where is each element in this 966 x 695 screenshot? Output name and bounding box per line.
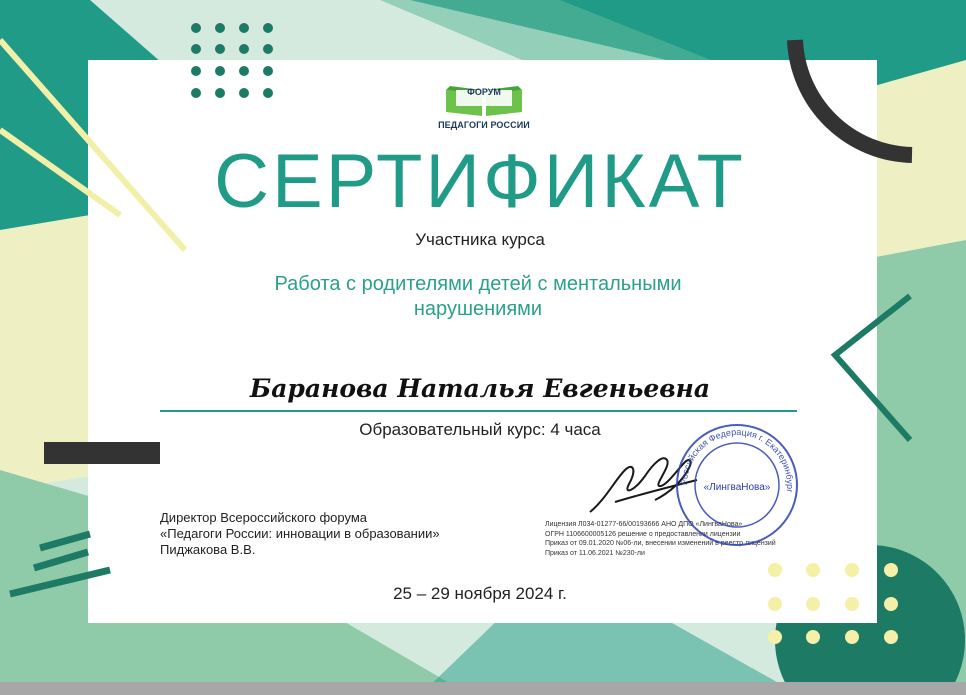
license-line2: ОГРН 1106600005126 решение о предоставлении лицензии: [545, 530, 741, 538]
stamp-center-text: «ЛингваНова»: [703, 482, 771, 493]
course-title-line1: Работа с родителями детей с ментальными: [274, 273, 682, 295]
participant-name: Баранова Наталья Евгеньевна: [249, 374, 711, 403]
logo-teachers-text: ПЕДАГОГИ РОССИИ: [438, 120, 530, 130]
forum-logo: [436, 80, 532, 138]
certificate-title: СЕРТИФИКАТ: [214, 139, 746, 224]
open-book-icon: [442, 80, 526, 120]
organization-stamp: [672, 420, 802, 550]
course-title-line2: нарушениями: [413, 298, 543, 320]
director-title: Директор Всероссийского форума: [160, 510, 368, 525]
dark-arc-top-right: [795, 40, 912, 155]
license-line1: Лицензия Л034-01277-66/00193666 АНО ДПО «ЛингваНова»: [545, 521, 743, 528]
dark-stripe-left: [44, 442, 160, 464]
director-forum: «Педагоги России: инновации в образовании»: [160, 526, 440, 541]
name-underline: [160, 410, 797, 412]
course-hours: Образовательный курс: 4 часа: [359, 420, 601, 439]
director-name: Пиджакова В.В.: [160, 542, 256, 557]
certificate-subtitle: Участника курса: [415, 230, 545, 249]
course-title: [200, 272, 756, 322]
stamp-ring-text: Российская Федерация г. Екатеринбург: [678, 426, 796, 494]
yellow-lines-top-left: [0, 40, 185, 250]
license-line3: Приказ от 09.01.2020 №06-ли, внесении изменений в реестр лицензий: [545, 540, 776, 547]
course-dates: 25 – 29 ноября 2024 г.: [393, 584, 567, 603]
green-chevron-right: [835, 296, 910, 440]
logo-forum-text: ФОРУМ: [467, 87, 501, 97]
license-line4: Приказ от 11.06.2021 №230-ли: [545, 549, 645, 557]
director-block: [160, 510, 540, 558]
green-stripes-bottom-left: [10, 534, 110, 594]
dots-bottom-right: [768, 563, 898, 644]
dots-top-left: [191, 23, 273, 98]
